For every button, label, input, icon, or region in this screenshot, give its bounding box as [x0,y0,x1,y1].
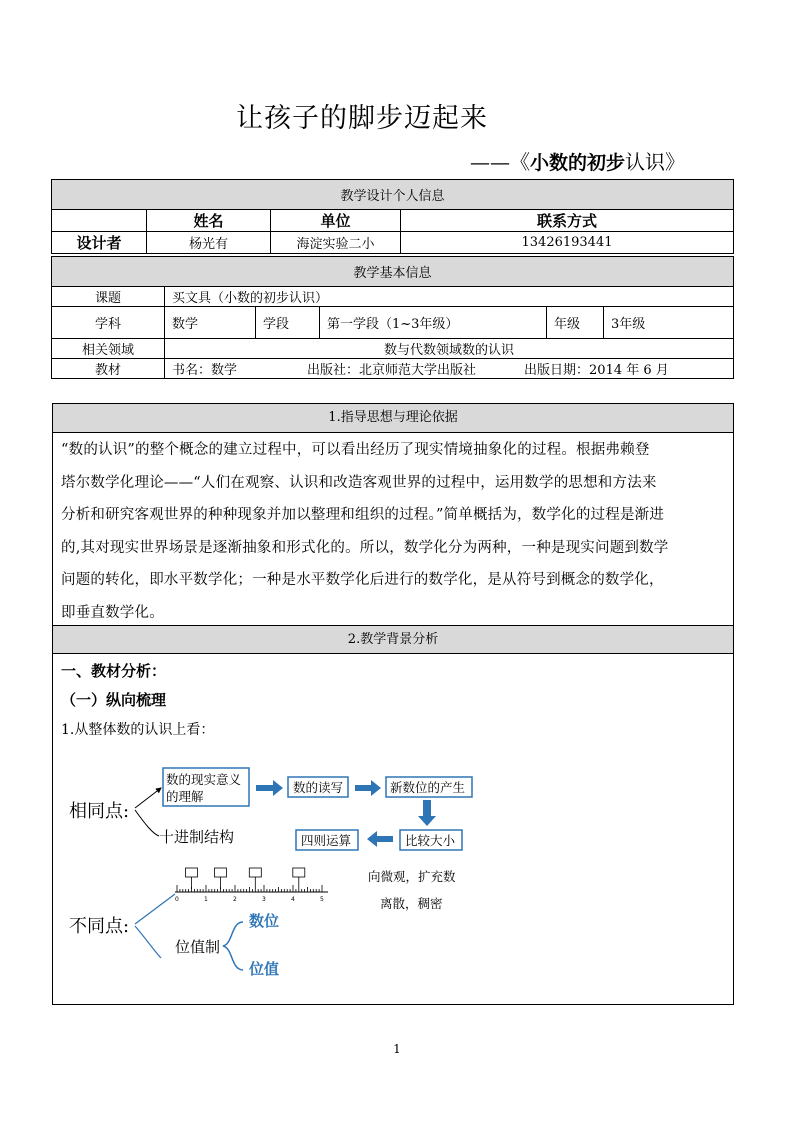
grade-value: 3年级 [604,307,734,339]
stage-label: 学段 [256,307,320,339]
number-line-tick-label: 5 [320,896,324,903]
col-unit: 单位 [271,210,401,232]
subtitle-dash: ——《 [470,150,530,174]
col-name: 姓名 [147,210,271,232]
number-line-tick-label: 0 [175,896,179,903]
subject-value: 数学 [165,307,256,339]
digit-place-label: 数位 [249,912,280,930]
paragraph-line: 塔尔数学化理论——“人们在观察、认识和改造客观世界的过程中，运用数学的思想和方法来 [61,474,657,491]
flow-box-read-write-text: 数的读写 [293,780,344,795]
designer-unit: 海淀实验二小 [271,232,401,254]
place-value-system-label: 位值制 [175,938,221,956]
number-line-tick-label: 1 [204,896,208,903]
flow-box-meaning-line1: 数的现实意义 [166,772,242,787]
col-contact: 联系方式 [401,210,734,232]
flow-box-arithmetic-text: 四则运算 [301,833,352,848]
number-line-flags [186,868,305,889]
same-branch-up [135,788,161,808]
arrow-right-2 [355,780,381,796]
subtitle-rest: 认识》 [625,150,686,174]
number-line-minor-ticks [177,885,322,892]
document-subtitle [470,146,685,175]
place-value-label: 位值 [249,960,280,978]
field-label: 相关领域 [52,339,165,359]
arrow-down [418,800,436,826]
section2-header: 2.教学背景分析 [53,625,733,654]
number-line-tick-label: 2 [233,896,237,903]
publish-date: 出版日期：2014 年 6 月 [524,363,669,378]
same-branch-down [135,810,159,836]
basic-info-header: 教学基本信息 [52,257,734,287]
designer-label: 设计者 [52,232,147,254]
heading-textbook-analysis: 一、教材分析： [61,662,167,680]
section1-header: 1.指导思想与理论依据 [53,404,733,433]
basic-info-table [51,256,734,379]
personal-info-table [51,179,734,254]
number-concept-diagram [53,744,733,1004]
heading-vertical-review: （一）纵向梳理 [61,691,167,709]
arrow-right-1 [256,780,283,796]
number-line-tick-label: 3 [262,896,266,903]
subheading-whole-number: 1.从整体数的认识上看： [61,722,215,738]
book-name: 书名：数学 [172,363,238,378]
designer-contact: 13426193441 [401,232,734,254]
note-discrete: 离散，稠密 [380,896,443,911]
number-line-flag [249,868,261,889]
number-line-flag [186,868,198,889]
section1-paragraph [61,434,729,630]
textbook-label: 教材 [52,359,165,379]
number-line-flag [293,868,305,889]
personal-info-header: 教学设计个人信息 [52,180,734,210]
note-micro: 向微观，扩充数 [368,869,456,884]
decimal-structure-label: 十进制结构 [159,828,235,846]
field-value: 数与代数领域数的认识 [165,339,734,359]
publisher: 出版社：北京师范大学出版社 [307,363,477,378]
flow-box-new-place-text: 新数位的产生 [390,780,466,795]
paragraph-line: 分析和研究客观世界的种种现象并加以整理和组织的过程。”简单概括为，数学化的过程是渐进 [61,507,665,524]
textbook-value [165,359,734,379]
teaching-design-sections [52,403,734,1005]
page-number: 1 [393,1042,401,1056]
designer-name: 杨光有 [147,232,271,254]
arrow-left [367,831,393,847]
number-line-tick-label: 4 [291,896,295,903]
grade-label: 年级 [547,307,604,339]
empty-cell [52,210,147,232]
diff-branch-down [135,926,161,958]
topic-label: 课题 [52,287,165,307]
topic-value: 买文具（小数的初步认识） [165,287,734,307]
brace [223,922,243,970]
subtitle-bold: 小数的初步 [530,152,626,174]
paragraph-line: “数的认识”的整个概念的建立过程中，可以看出经历了现实情境抽象化的过程。根据弗赖登 [61,442,650,458]
subject-label: 学科 [52,307,165,339]
flow-box-compare-text: 比较大小 [405,833,456,848]
number-line-flag [215,868,227,889]
flow-box-meaning-line2: 的理解 [166,789,204,804]
different-point-label: 不同点: [69,916,130,937]
diff-branch-up [135,894,175,924]
paragraph-line: 的,其对现实世界场景是逐渐抽象和形式化的。所以，数学化分为两种，一种是现实问题到数学 [61,539,669,556]
same-point-label: 相同点: [69,801,130,822]
stage-value: 第一学段（1~3年级） [320,307,547,339]
paragraph-line: 问题的转化，即水平数学化；一种是水平数学化后进行的数学化，是从符号到概念的数学化， [61,572,664,589]
document-title: 让孩子的脚步迈起来 [236,103,488,134]
paragraph-line: 即垂直数学化。 [61,604,164,621]
number-line-labels [175,896,324,903]
